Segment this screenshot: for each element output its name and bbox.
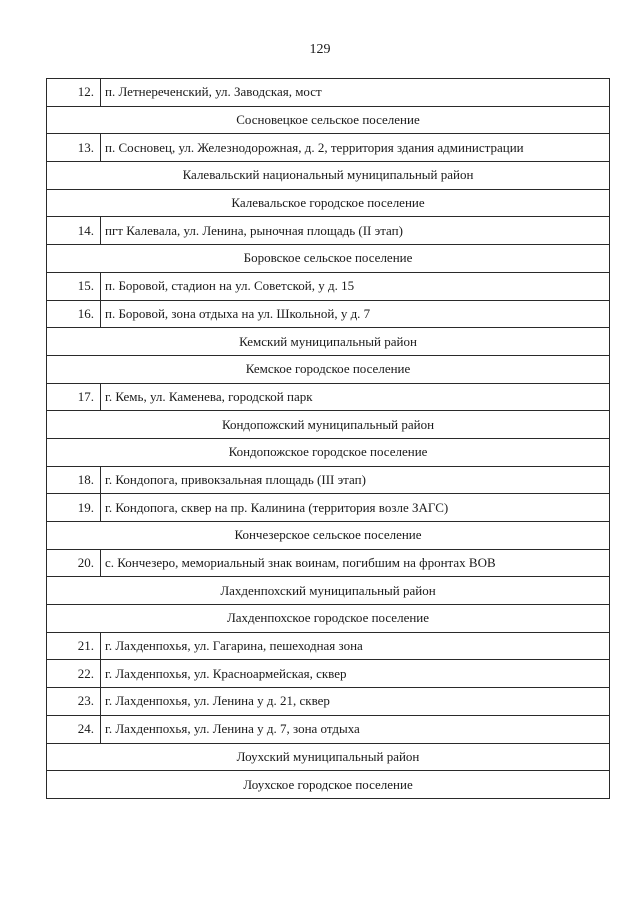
row-number: 13.	[47, 134, 101, 161]
row-number: 21.	[47, 633, 101, 660]
page-number: 129	[309, 42, 331, 57]
row-location-text: с. Кончезеро, мемориальный знак воинам, погибшим на фронтах ВОВ	[105, 555, 496, 571]
row-number: 12.	[47, 79, 101, 106]
section-header-row	[47, 522, 609, 550]
section-header-row	[47, 771, 609, 799]
section-header-text: Лахденпохское городское поселение	[226, 610, 430, 626]
section-header-text: Кемский муниципальный район	[239, 333, 417, 349]
row-number: 17.	[47, 384, 101, 411]
table-row	[47, 716, 609, 744]
table-row	[47, 217, 609, 245]
row-number: 22.	[47, 660, 101, 687]
row-number: 16.	[47, 301, 101, 328]
row-number: 23.	[47, 688, 101, 715]
row-location-text: г. Лахденпохья, ул. Ленина у д. 21, сквер	[105, 693, 330, 709]
row-location-text: г. Лахденпохья, ул. Гагарина, пешеходная зона	[105, 638, 363, 654]
section-header-text: Лоухский муниципальный район	[236, 748, 420, 764]
row-location-text: г. Кондопога, привокзальная площадь (III этап)	[105, 471, 366, 487]
section-header-text: Боровское сельское поселение	[243, 250, 413, 266]
row-location-text: п. Сосновец, ул. Железнодорожная, д. 2, территория здания администрации	[105, 139, 524, 155]
table-row	[47, 633, 609, 661]
row-location-text: п. Летнереченский, ул. Заводская, мост	[105, 84, 322, 100]
table-row	[47, 273, 609, 301]
section-header-row	[47, 190, 609, 218]
section-header-text: Кончезерское сельское поселение	[234, 527, 422, 543]
row-number: 19.	[47, 494, 101, 521]
section-header-text: Сосновецкое сельское поселение	[236, 112, 420, 128]
table-row	[47, 467, 609, 495]
table-row	[47, 301, 609, 329]
row-location-text: пгт Калевала, ул. Ленина, рыночная площадь (II этап)	[105, 222, 403, 238]
section-header-text: Кондопожское городское поселение	[228, 444, 428, 460]
section-header-text: Лахденпохский муниципальный район	[220, 582, 436, 598]
row-location-text: г. Лахденпохья, ул. Ленина у д. 7, зона отдыха	[105, 721, 360, 737]
section-header-row	[47, 356, 609, 384]
section-header-row	[47, 328, 609, 356]
section-header-row	[47, 107, 609, 135]
table-row	[47, 384, 609, 412]
section-header-row	[47, 162, 609, 190]
row-number: 24.	[47, 716, 101, 743]
section-header-text: Лоухское городское поселение	[243, 776, 413, 792]
row-location-text: п. Боровой, стадион на ул. Советской, у д. 15	[105, 278, 355, 294]
section-header-row	[47, 439, 609, 467]
table-row	[47, 688, 609, 716]
table-row	[47, 660, 609, 688]
table-row	[47, 550, 609, 578]
section-header-row	[47, 605, 609, 633]
table-row	[47, 134, 609, 162]
row-location-text: п. Боровой, зона отдыха на ул. Школьной, у д. 7	[105, 305, 371, 321]
table-row	[47, 79, 609, 107]
section-header-row	[47, 411, 609, 439]
row-location-text: г. Кондопога, сквер на пр. Калинина (территория возле ЗАГС)	[105, 499, 449, 515]
table-row	[47, 494, 609, 522]
section-header-row	[47, 577, 609, 605]
row-number: 14.	[47, 217, 101, 244]
row-number: 15.	[47, 273, 101, 300]
row-number: 18.	[47, 467, 101, 494]
row-number: 20.	[47, 550, 101, 577]
section-header-row	[47, 245, 609, 273]
section-header-text: Калевальское городское поселение	[231, 195, 425, 211]
section-header-text: Кондопожский муниципальный район	[221, 416, 435, 432]
section-header-row	[47, 744, 609, 772]
section-header-text: Кемское городское поселение	[245, 361, 411, 377]
row-location-text: г. Лахденпохья, ул. Красноармейская, сквер	[105, 665, 347, 681]
row-location-text: г. Кемь, ул. Каменева, городской парк	[105, 388, 313, 404]
locations-table	[46, 78, 610, 799]
section-header-text: Калевальский национальный муниципальный район	[182, 167, 474, 183]
